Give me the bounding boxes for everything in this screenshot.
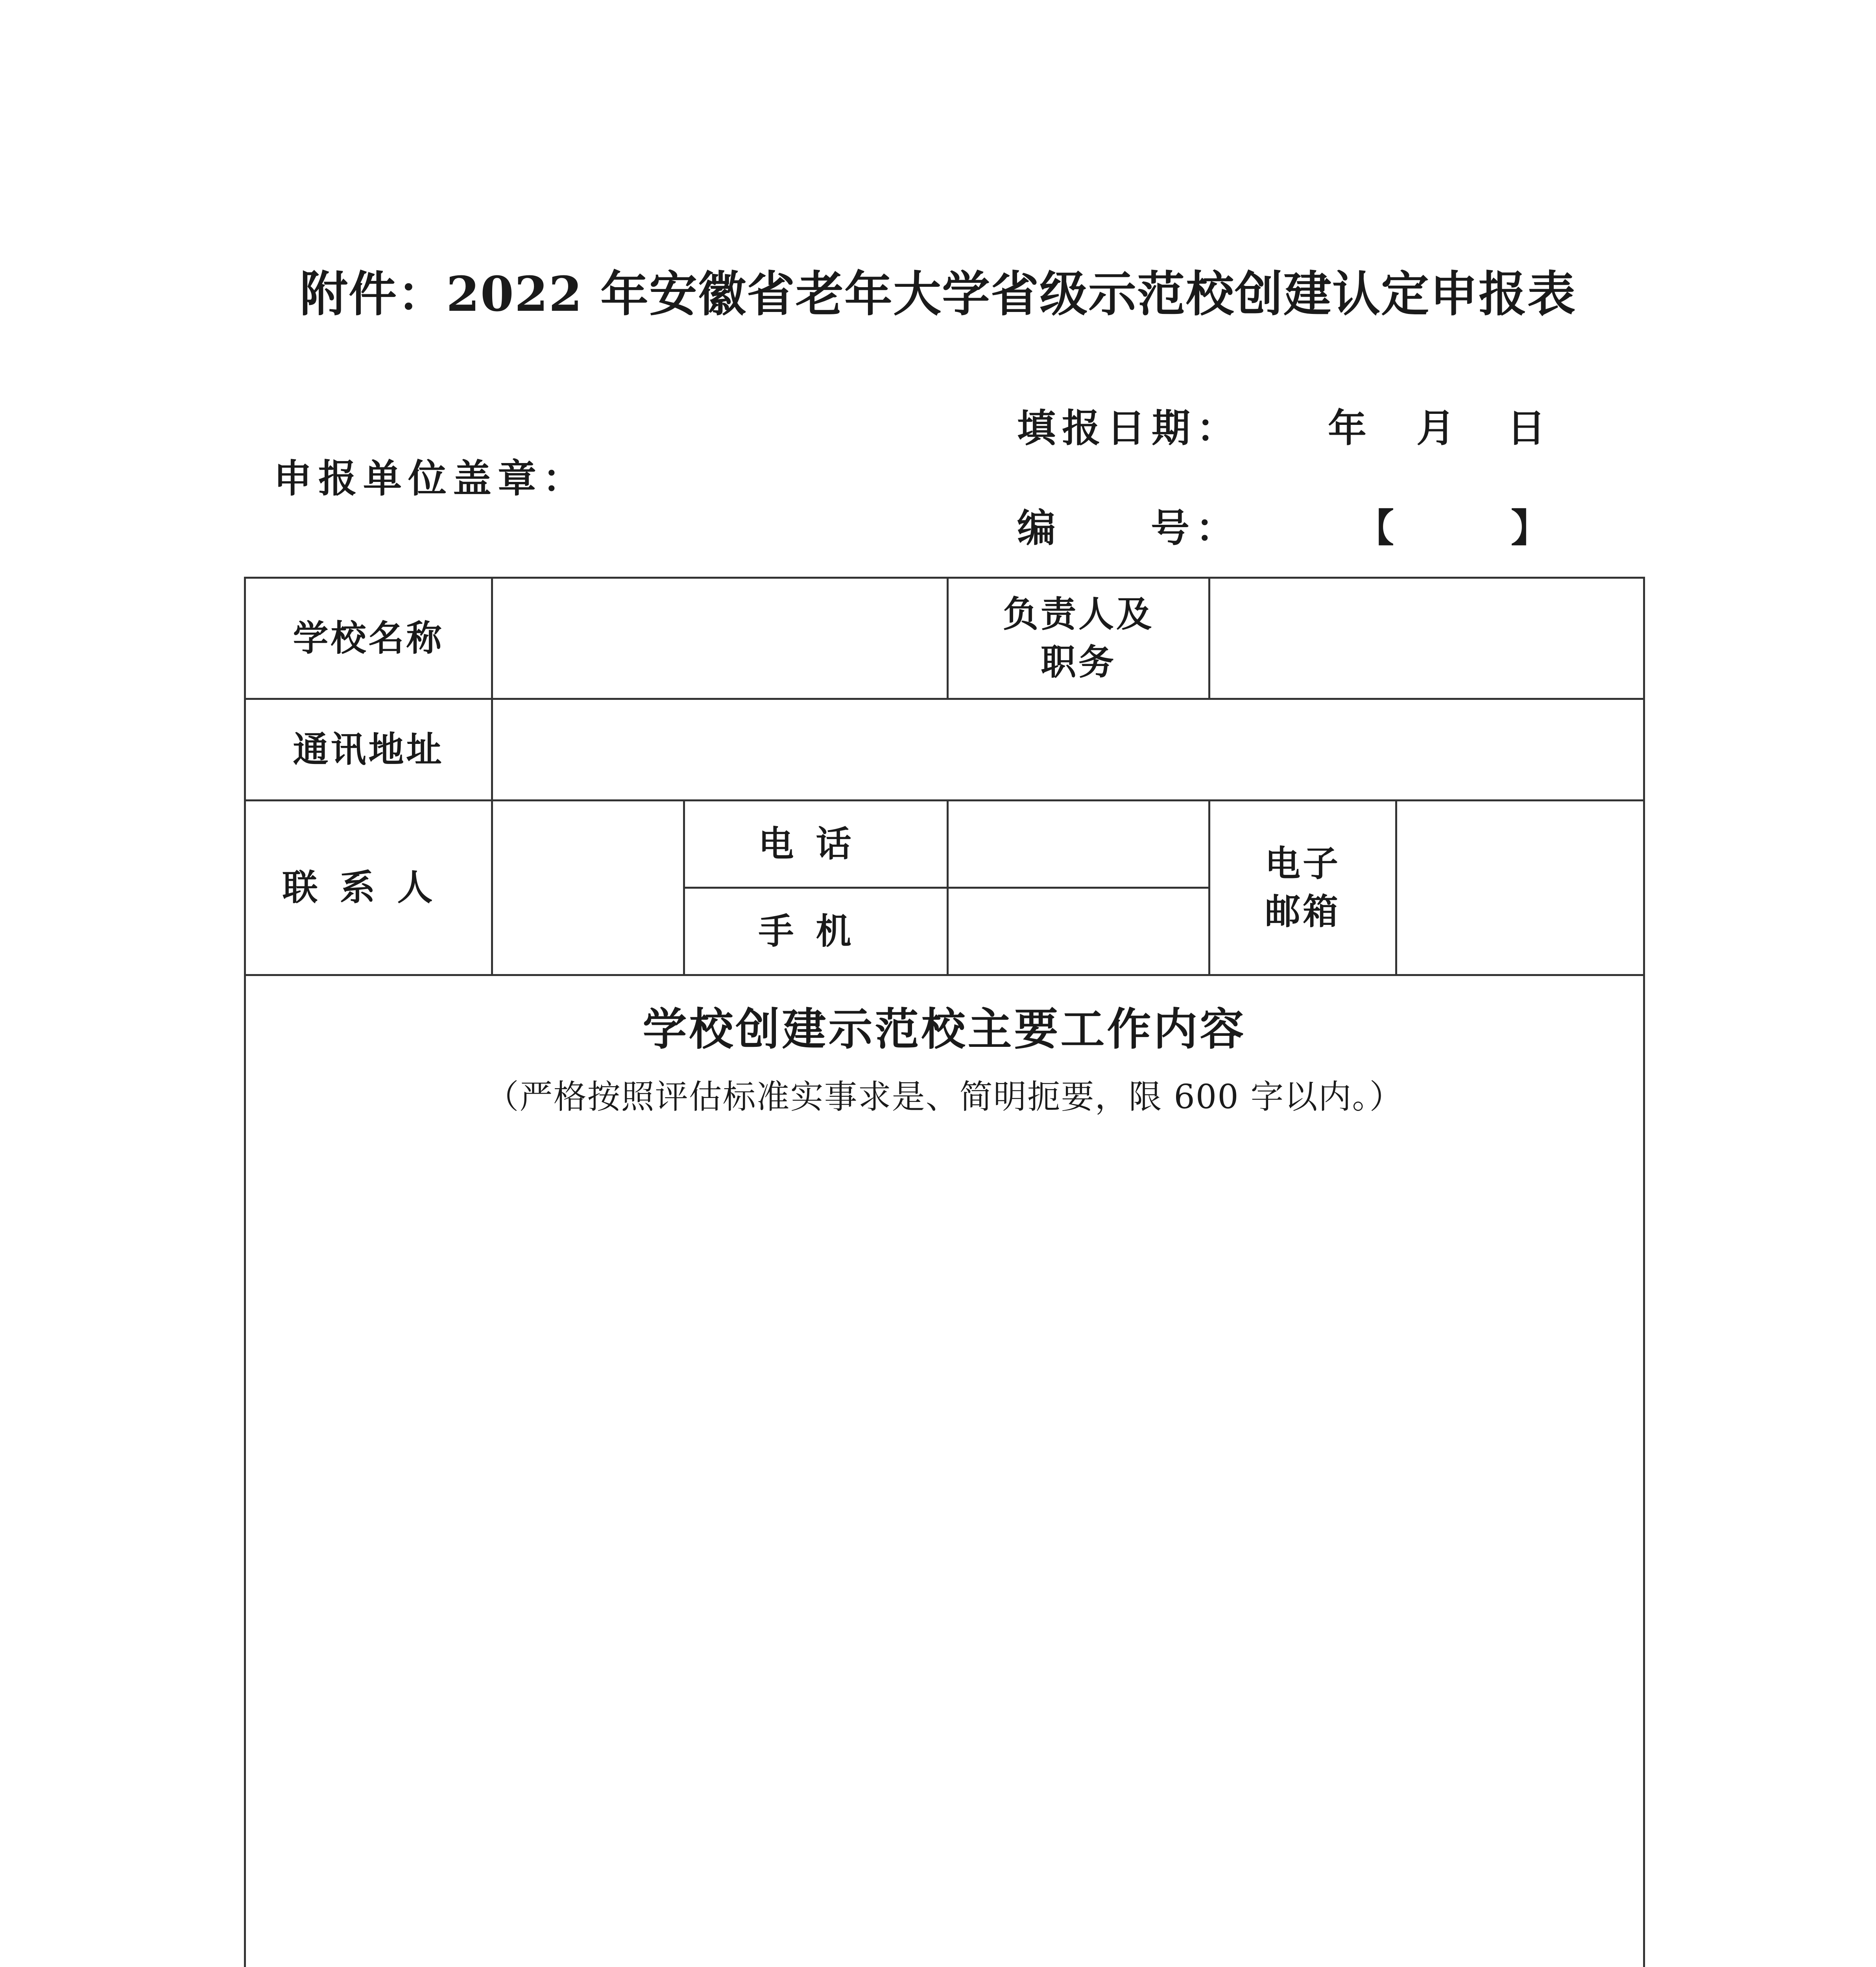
date-year-label: 年 (1328, 406, 1373, 451)
row-address (245, 699, 1644, 801)
content-section (245, 975, 1644, 1967)
date-month-label: 月 (1416, 406, 1462, 451)
school-name-label: 学校名称 (245, 578, 492, 699)
principal-label-line2: 职务 (1041, 641, 1116, 683)
number-bracket-open: 【 (1355, 506, 1401, 551)
application-form-table (244, 577, 1645, 1967)
email-label (1209, 801, 1396, 975)
number-label-char1: 编 (1017, 506, 1062, 551)
number-label-char2: 号： (1151, 506, 1241, 551)
principal-label-line1: 负责人及 (1003, 593, 1154, 635)
contact-field[interactable] (492, 801, 684, 975)
contact-label: 联系人 (245, 801, 492, 975)
school-name-field[interactable] (492, 578, 948, 699)
mobile-field[interactable] (948, 888, 1209, 975)
email-field[interactable] (1396, 801, 1644, 975)
row-contact-phone (245, 801, 1644, 888)
date-day-label: 日 (1507, 406, 1552, 451)
row-content (245, 975, 1644, 1967)
principal-label (948, 578, 1209, 699)
phone-label: 电话 (684, 801, 948, 888)
email-label-line1: 电子 (1265, 843, 1341, 884)
row-school-name (245, 578, 1644, 699)
mobile-label: 手机 (684, 888, 948, 975)
date-label: 填报日期： (1017, 406, 1242, 451)
address-field[interactable] (492, 699, 1644, 801)
phone-field[interactable] (948, 801, 1209, 888)
address-label: 通讯地址 (245, 699, 492, 801)
content-body-field[interactable] (246, 1120, 1643, 1967)
email-label-line2: 邮箱 (1265, 890, 1341, 932)
stamp-label: 申报单位盖章： (273, 456, 588, 501)
content-section-note: （严格按照评估标准实事求是、简明扼要，限 600 字以内。） (486, 1078, 1403, 1116)
principal-field[interactable] (1209, 578, 1644, 699)
document-title: 附件：2022 年安徽省老年大学省级示范校创建认定申报表 (299, 266, 1577, 322)
number-bracket-close: 】 (1511, 506, 1556, 551)
content-section-title: 学校创建示范校主要工作内容 (643, 1004, 1246, 1055)
